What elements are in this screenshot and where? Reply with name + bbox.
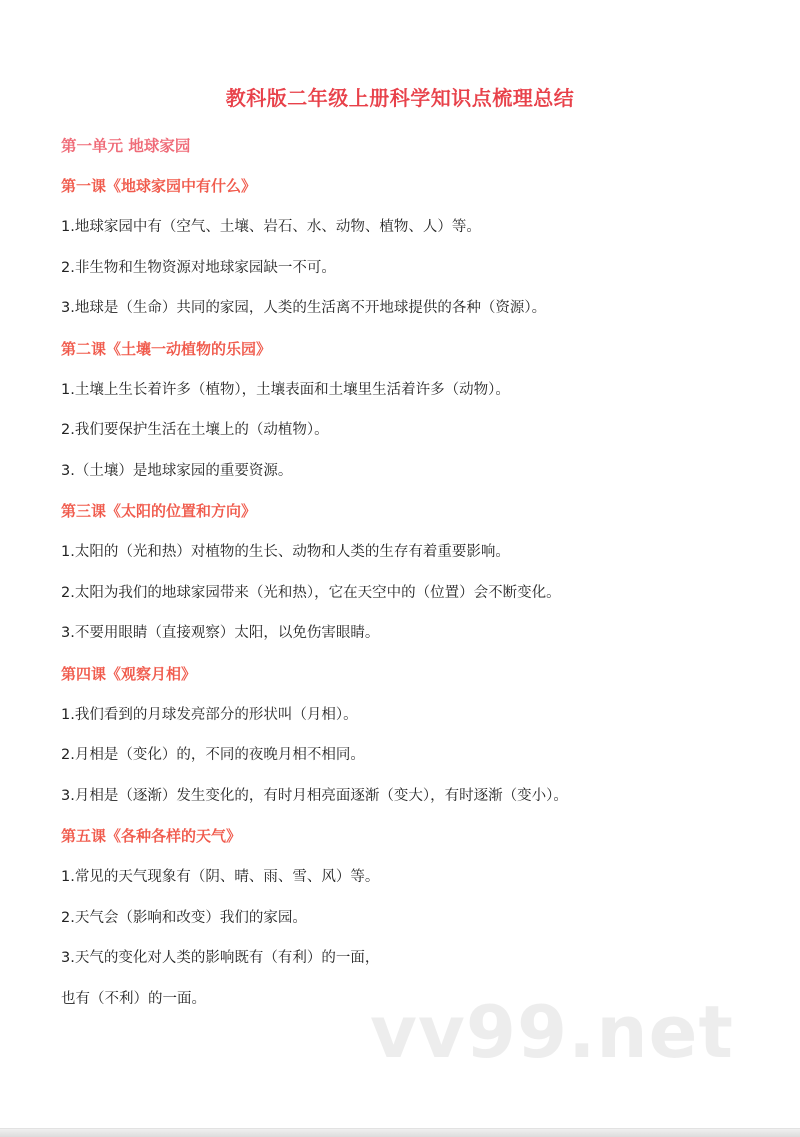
lesson-2 [61,335,761,498]
knowledge-point: 2.天气会（影响和改变）我们的家园。 [61,909,307,926]
lesson-heading: 第一课《地球家园中有什么》 [61,177,257,195]
knowledge-point: 1.太阳的（光和热）对植物的生长、动物和人类的生存有着重要影响。 [61,544,510,560]
knowledge-point: 3.（土壤）是地球家园的重要资源。 [61,462,293,479]
knowledge-point: 1.土壤上生长着许多（植物），土壤表面和土壤里生活着许多（动物）。 [61,381,510,398]
lesson-3 [61,497,761,660]
unit-heading: 第一单元 地球家园 [61,137,191,155]
lesson-heading: 第五课《各种各样的天气》 [61,827,242,845]
knowledge-point: 2.太阳为我们的地球家园带来（光和热），它在天空中的（位置）会不断变化。 [61,584,561,601]
knowledge-point: 1.地球家园中有（空气、土壤、岩石、水、动物、植物、人）等。 [61,219,481,235]
knowledge-point: 3.不要用眼睛（直接观察）太阳，以免伤害眼睛。 [61,625,380,641]
document-body [61,132,761,1025]
knowledge-point: 也有（不利）的一面。 [61,990,206,1007]
knowledge-point: 1.我们看到的月球发亮部分的形状叫（月相）。 [61,706,358,723]
knowledge-point: 2.月相是（变化）的，不同的夜晚月相不相同。 [61,747,365,763]
knowledge-point: 2.非生物和生物资源对地球家园缺一不可。 [61,259,336,276]
page-bottom-edge [0,1128,800,1137]
lesson-1 [61,172,761,335]
lesson-heading: 第二课《土壤一动植物的乐园》 [61,339,272,358]
knowledge-point: 1.常见的天气现象有（阴、晴、雨、雪、风）等。 [61,869,380,885]
knowledge-point: 3.天气的变化对人类的影响既有（有利）的一面， [61,950,380,966]
lesson-4 [61,660,761,823]
knowledge-point: 2.我们要保护生活在土壤上的（动植物）。 [61,422,329,438]
knowledge-point: 3.月相是（逐渐）发生变化的，有时月相亮面逐渐（变大），有时逐渐（变小）。 [61,787,568,804]
watermark: vv99.net [370,990,734,1074]
lesson-heading: 第三课《太阳的位置和方向》 [61,502,257,520]
knowledge-point: 3.地球是（生命）共同的家园，人类的生活离不开地球提供的各种（资源）。 [61,300,547,316]
document-title: 教科版二年级上册科学知识点梳理总结 [225,86,575,110]
lesson-heading: 第四课《观察月相》 [61,664,197,683]
